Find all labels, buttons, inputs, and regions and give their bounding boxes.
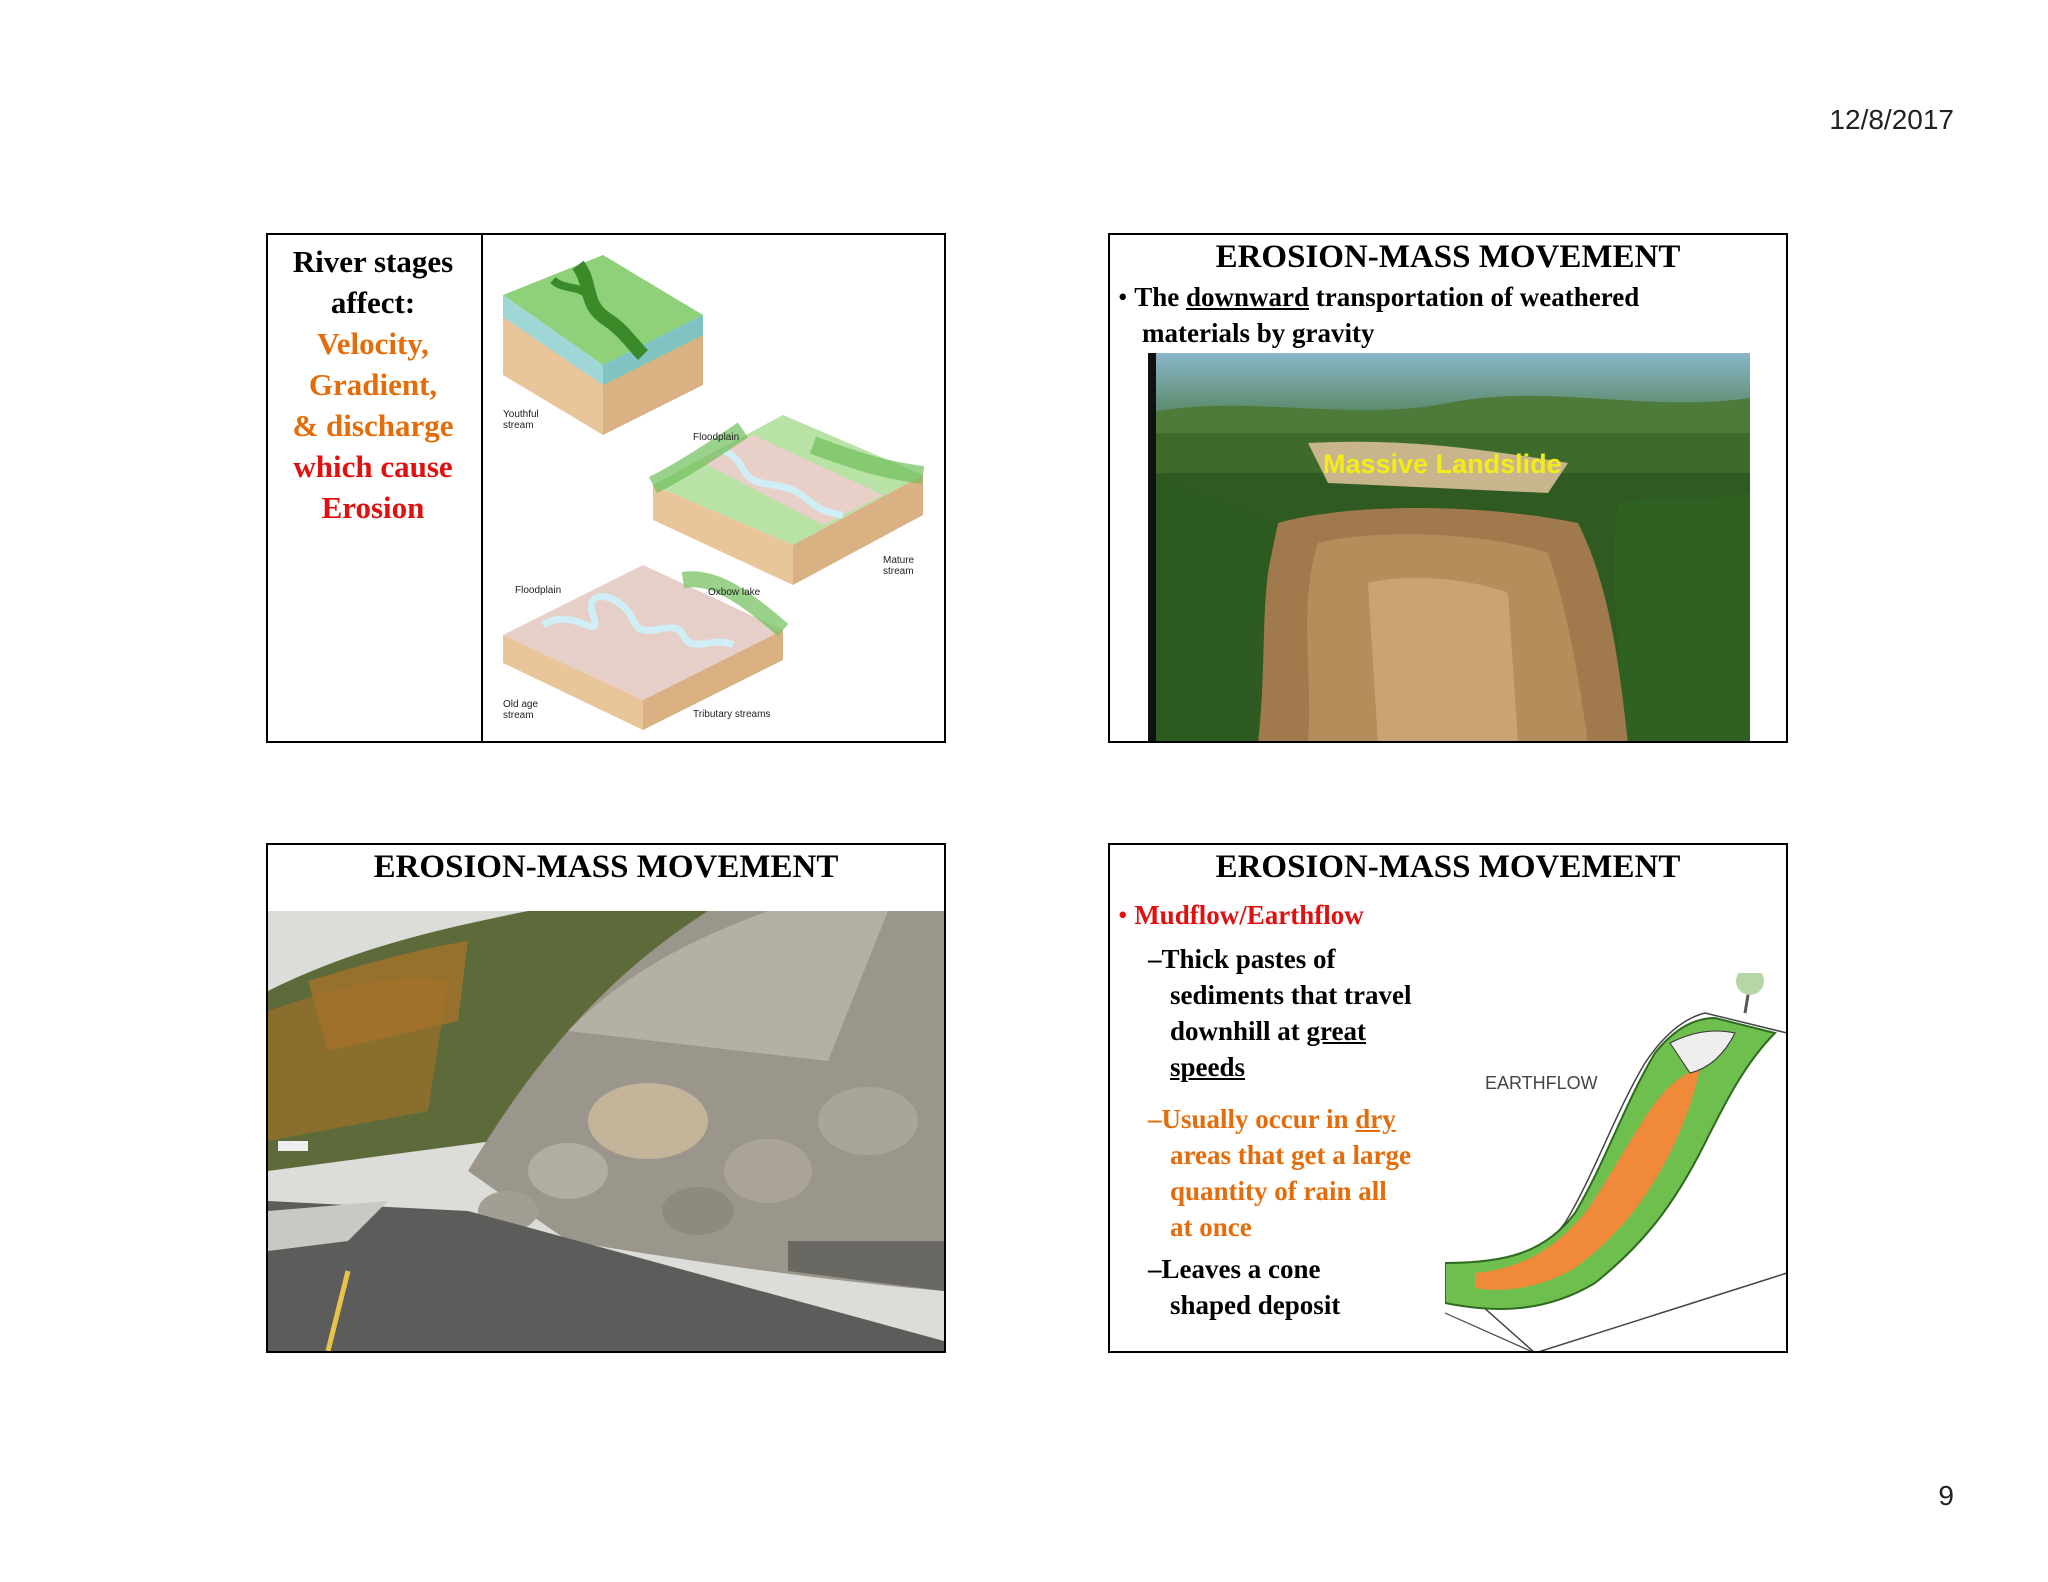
label-old-age-stream: stream xyxy=(503,710,534,721)
label-mature-stream: stream xyxy=(883,566,914,577)
text-line: affect: xyxy=(330,285,416,320)
text-underlined: speeds xyxy=(1170,1052,1246,1082)
sub-bullet-cone-deposit xyxy=(1148,1251,1340,1323)
mudflow-bullet: • Mudflow/Earthflow xyxy=(1118,900,1364,930)
river-stages-diagram xyxy=(483,235,945,741)
label-youthful: Youthful xyxy=(503,409,539,420)
sub-bullet-dry-areas xyxy=(1148,1101,1411,1245)
landslide-illustration xyxy=(1148,353,1750,743)
label-tributary: Tributary streams xyxy=(693,709,771,720)
definition-bullet-line2: materials by gravity xyxy=(1142,318,1375,348)
text-line: Gradient, xyxy=(308,367,438,402)
page-number: 9 xyxy=(1938,1480,1954,1511)
text-underlined: great xyxy=(1306,1016,1367,1046)
text-line: sediments that travel xyxy=(1170,980,1412,1010)
slide-mass-movement-definition xyxy=(1108,233,1788,743)
text-line: which cause xyxy=(293,449,453,484)
bullet-text-post: transportation of weathered xyxy=(1309,282,1640,312)
label-oxbow: Oxbow lake xyxy=(708,587,761,598)
text-line: Velocity, xyxy=(317,326,429,361)
label-mature: Mature xyxy=(883,555,915,566)
landslide-caption: Massive Landslide xyxy=(1323,449,1562,479)
slide-title: EROSION-MASS MOVEMENT xyxy=(1215,849,1681,885)
landslide-photo xyxy=(1148,353,1750,743)
text-line: areas that get a large xyxy=(1170,1140,1411,1170)
text-line: River stages xyxy=(292,244,454,279)
slide-title: EROSION-MASS MOVEMENT xyxy=(1215,239,1681,275)
text-line: shaped deposit xyxy=(1170,1290,1341,1320)
slide-mass-movement-rockfall xyxy=(266,843,946,1353)
label-floodplain-mature: Floodplain xyxy=(693,432,740,443)
river-stages-text xyxy=(268,241,478,528)
definition-bullet: • The downward transportation of weathered xyxy=(1118,282,1640,312)
date-stamp: 12/8/2017 xyxy=(1829,104,1954,135)
text-line: & discharge xyxy=(292,408,454,443)
bullet-text-pre: The xyxy=(1134,282,1186,312)
text-line: Thick pastes of xyxy=(1161,944,1336,974)
text-line: Leaves a cone xyxy=(1161,1254,1321,1284)
dash-icon: – xyxy=(1148,944,1162,974)
label-floodplain-old: Floodplain xyxy=(515,585,562,596)
bullet-underlined: downward xyxy=(1185,282,1309,312)
text-line: downhill at xyxy=(1170,1016,1307,1046)
dash-icon: – xyxy=(1148,1104,1162,1134)
rockfall-photo xyxy=(268,911,944,1351)
text-line: Erosion xyxy=(321,490,425,525)
river-stages-figure xyxy=(481,235,946,741)
label-old-age: Old age xyxy=(503,699,539,710)
text-line: Usually occur in xyxy=(1161,1104,1356,1134)
sub-bullet-thick-pastes xyxy=(1148,941,1411,1085)
earthflow-figure xyxy=(1445,973,1787,1353)
rockfall-illustration xyxy=(268,911,944,1351)
dash-icon: – xyxy=(1148,1254,1162,1284)
text-line: quantity of rain all xyxy=(1170,1176,1387,1206)
text-line: at once xyxy=(1170,1212,1252,1242)
slide-river-stages xyxy=(266,233,946,743)
youthful-stream-block xyxy=(503,255,703,435)
earthflow-illustration xyxy=(1445,973,1787,1353)
slide-mass-movement-mudflow xyxy=(1108,843,1788,1353)
text-underlined: dry xyxy=(1355,1104,1396,1134)
earthflow-label: EARTHFLOW xyxy=(1485,1073,1598,1093)
mudflow-heading: Mudflow/Earthflow xyxy=(1134,900,1364,930)
label-youthful-stream: stream xyxy=(503,420,534,431)
slide-title: EROSION-MASS MOVEMENT xyxy=(373,849,839,885)
